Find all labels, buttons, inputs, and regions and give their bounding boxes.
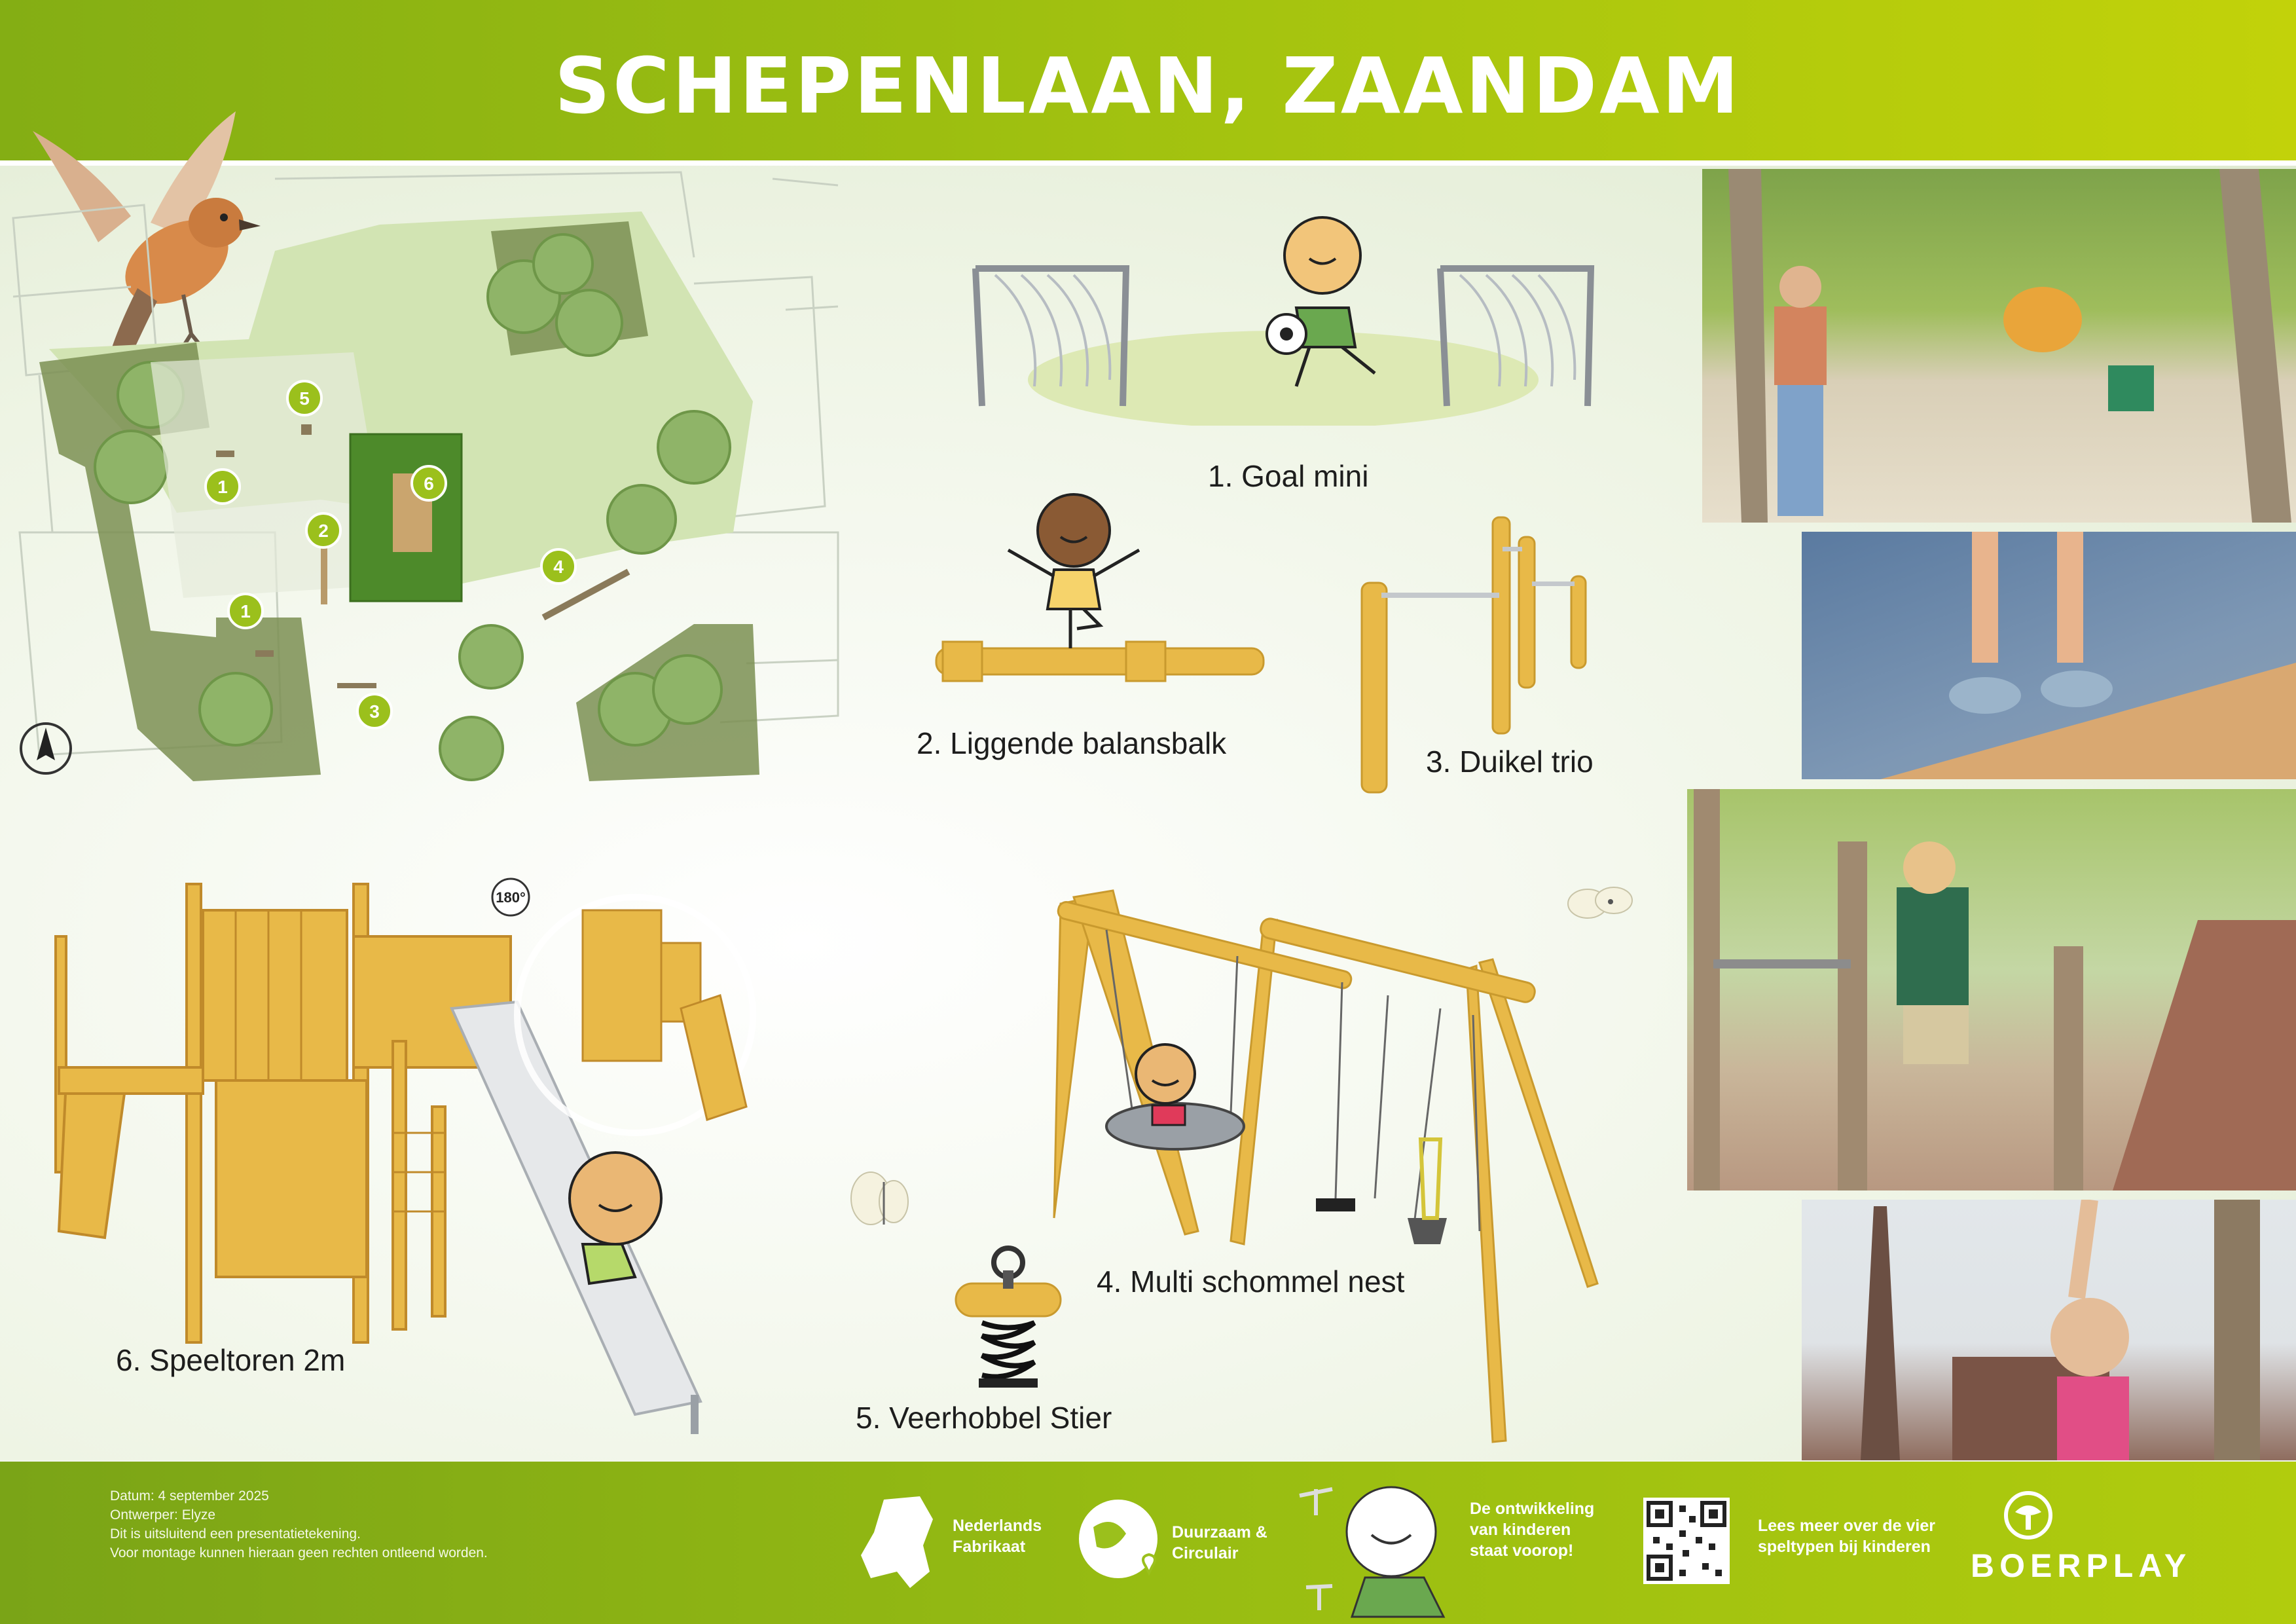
page-title: SCHEPENLAAN, ZAANDAM — [555, 41, 1741, 131]
disclaimer-text: Voor montage kunnen hieraan geen rechten ontleend worden. — [110, 1545, 488, 1560]
qr-code-icon[interactable] — [1643, 1498, 1730, 1584]
header-divider — [0, 160, 2296, 166]
badge-child-development: De ontwikkeling van kinderen staat voorop! — [1470, 1500, 1595, 1560]
boerplay-logo-icon — [2002, 1489, 2054, 1541]
label-goal-mini: 1. Goal mini — [1208, 459, 1369, 493]
spring-rider-illustration — [943, 1244, 1074, 1395]
svg-text:3: 3 — [369, 701, 380, 722]
svg-text:5: 5 — [299, 388, 310, 409]
multi-swing-illustration — [1048, 877, 1663, 1447]
svg-text:6: 6 — [424, 473, 434, 494]
disclaimer-text: Dit is uitsluitend een presentatietekening. — [110, 1526, 361, 1541]
header-bar — [0, 0, 2296, 160]
date-text: Datum: 4 september 2025 — [110, 1488, 269, 1504]
label-balance-beam: 2. Liggende balansbalk — [917, 726, 1227, 760]
svg-text:2: 2 — [318, 521, 329, 541]
footer-bar — [0, 1462, 2296, 1624]
badge-sustainable: Duurzaam & Circulair — [1172, 1523, 1267, 1562]
site-plan-map — [0, 166, 845, 860]
label-multi-swing: 4. Multi schommel nest — [1097, 1264, 1405, 1299]
rotate-180-label: 180° — [496, 889, 526, 906]
map-marker — [287, 381, 321, 415]
map-marker — [412, 466, 446, 500]
badge-read-more[interactable]: Lees meer over de vier speltypen bij kinderen — [1758, 1517, 1935, 1556]
map-marker — [306, 513, 340, 547]
brand-name: BOERPLAY — [1971, 1547, 2192, 1584]
footer-meta — [110, 1486, 488, 1562]
map-marker — [206, 470, 240, 504]
photo-swing — [1702, 169, 2296, 523]
compass-icon — [21, 724, 71, 773]
svg-text:1: 1 — [240, 601, 251, 621]
map-marker — [541, 549, 575, 583]
svg-text:1: 1 — [217, 477, 228, 497]
photo-balance-beam — [1802, 532, 2296, 779]
butterfly-illustration — [845, 1162, 923, 1241]
label-duikel-trio: 3. Duikel trio — [1426, 745, 1594, 779]
child-illustration — [1293, 1469, 1483, 1623]
map-marker — [228, 594, 263, 628]
photo-climbing — [1802, 1200, 2296, 1460]
globe-heart-icon — [1074, 1494, 1172, 1593]
designer-text: Ontwerper: Elyze — [110, 1507, 216, 1522]
badge-dutch-made: Nederlands Fabrikaat — [953, 1517, 1042, 1556]
butterfly-illustration — [1565, 874, 1637, 940]
label-spring-rider: 5. Veerhobbel Stier — [856, 1401, 1112, 1435]
balance-beam-illustration — [930, 485, 1270, 701]
goal-mini-illustration — [956, 216, 1597, 426]
svg-text:4: 4 — [553, 557, 564, 577]
label-play-tower: 6. Speeltoren 2m — [116, 1343, 346, 1377]
map-marker — [357, 694, 392, 728]
netherlands-map-icon — [858, 1493, 936, 1591]
photo-duikel — [1687, 789, 2296, 1190]
